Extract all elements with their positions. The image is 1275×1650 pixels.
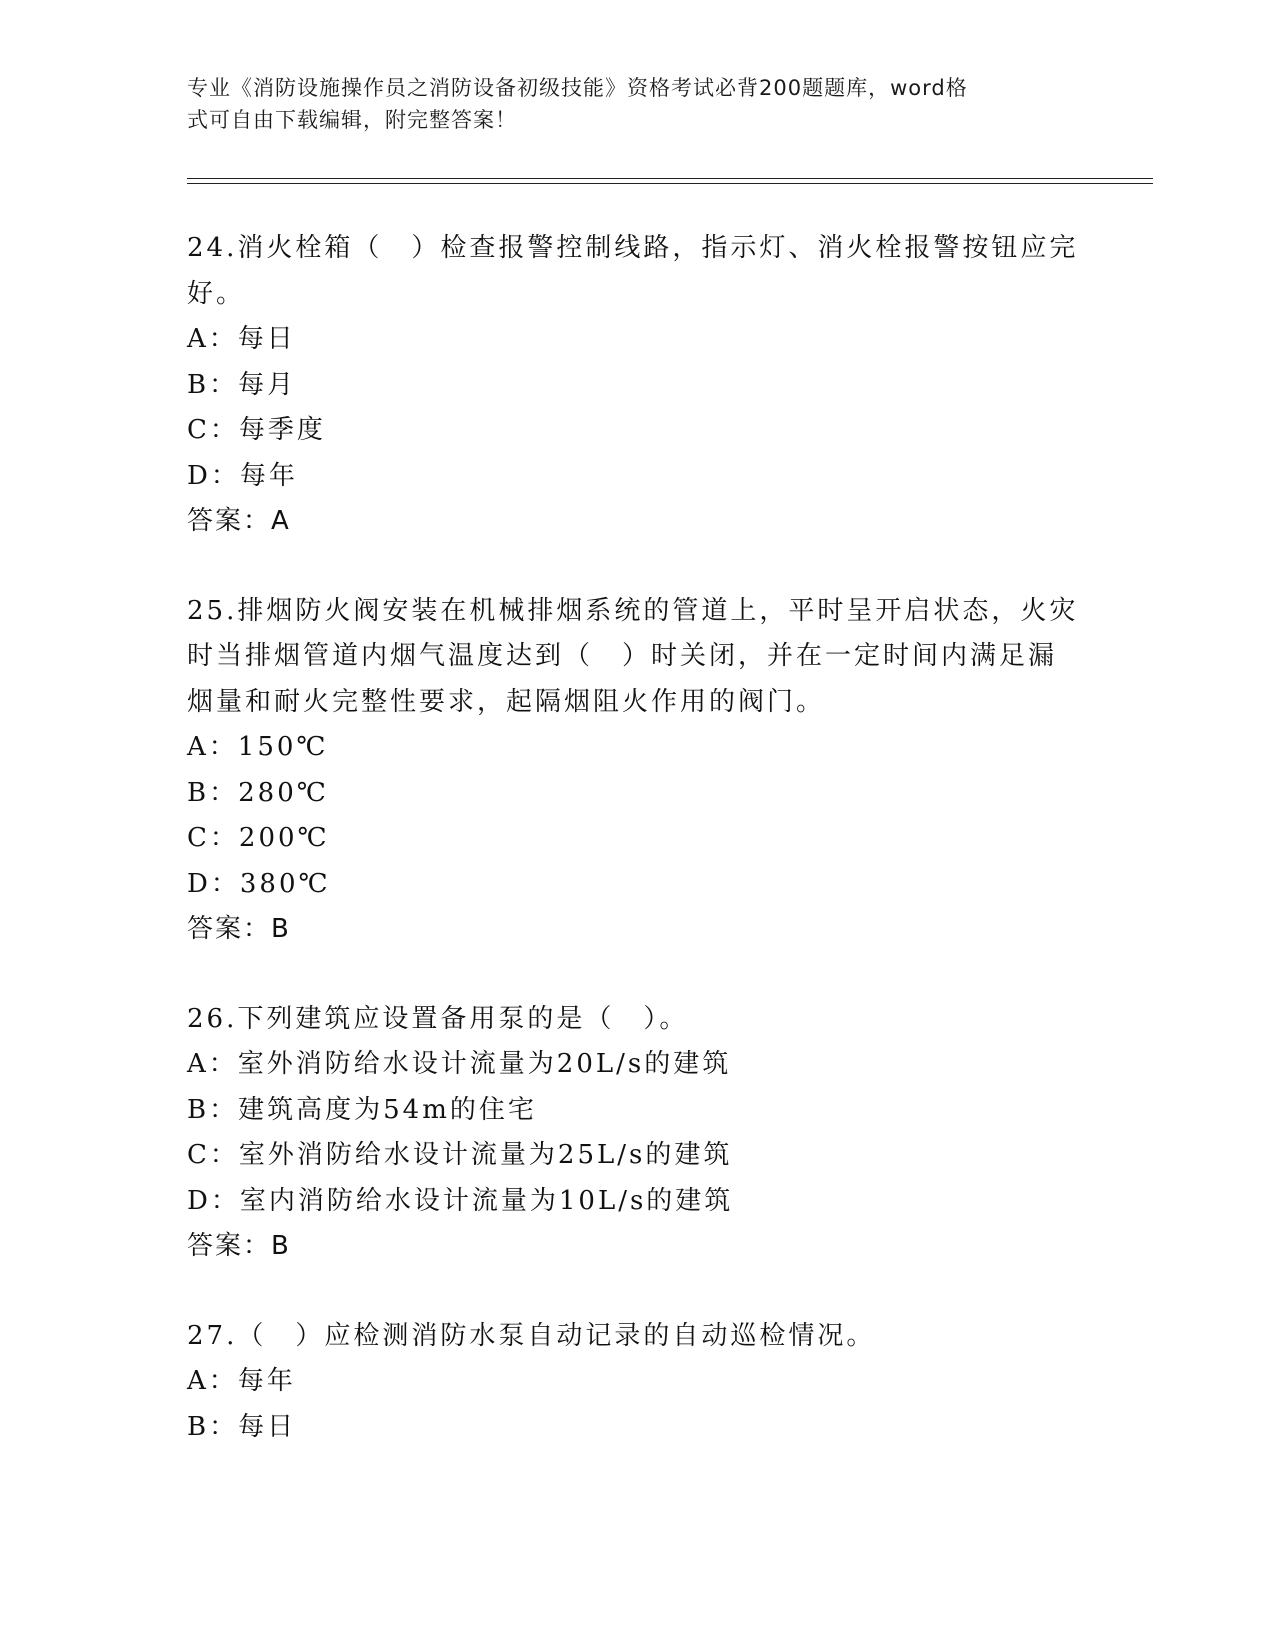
question-text-line: 好。 <box>187 278 246 309</box>
option-text: 建筑高度为54m的住宅 <box>238 1094 537 1125</box>
option-text: 150℃ <box>237 732 329 762</box>
option-text: 每日 <box>238 1411 297 1442</box>
option-row <box>187 771 1087 817</box>
option-text: 室外消防给水设计流量为25L/s的建筑 <box>238 1140 733 1170</box>
option-row <box>187 454 1087 500</box>
option-text: 每月 <box>238 369 297 400</box>
question-text-line: 27.（ ）应检测消防水泵自动记录的自动巡检情况。 <box>187 1320 876 1351</box>
option-text: 280℃ <box>238 777 329 808</box>
option-text: 室外消防给水设计流量为20L/s的建筑 <box>237 1049 732 1079</box>
header-divider-top <box>187 178 1153 179</box>
question-block <box>187 226 1087 545</box>
option-letter: A： <box>187 732 238 762</box>
question-text-line: 25.排烟防火阀安装在机械排烟系统的管道上，平时呈开启状态，火灾 <box>187 595 1079 626</box>
option-row <box>187 408 1087 454</box>
option-letter: C： <box>187 823 239 853</box>
answer-line: 答案：B <box>187 914 291 944</box>
option-letter: A： <box>187 324 238 354</box>
option-row <box>187 317 1087 363</box>
option-letter: B： <box>187 777 239 808</box>
answer-line: 答案：B <box>187 1231 291 1261</box>
option-text: 380℃ <box>239 868 331 899</box>
option-text: 每季度 <box>238 415 326 445</box>
option-row <box>187 1405 1087 1451</box>
option-row <box>187 1088 1087 1134</box>
option-letter: D： <box>187 460 240 491</box>
option-text: 每日 <box>237 324 296 354</box>
option-letter: D： <box>187 868 240 899</box>
option-letter: C： <box>187 1140 239 1170</box>
option-row <box>187 1359 1087 1405</box>
question-text-line: 时当排烟管道内烟气温度达到（ ）时关闭，并在一定时间内满足漏 <box>187 641 1058 671</box>
option-row <box>187 1179 1087 1225</box>
option-row <box>187 816 1087 862</box>
option-row <box>187 862 1087 908</box>
question-text-line: 烟量和耐火完整性要求，起隔烟阻火作用的阀门。 <box>187 686 826 717</box>
option-letter: A： <box>187 1049 238 1079</box>
option-letter: C： <box>187 415 239 445</box>
option-row <box>187 725 1087 771</box>
header-divider-bottom <box>187 183 1153 184</box>
answer-line: 答案：A <box>187 506 291 536</box>
option-letter: D： <box>187 1185 240 1216</box>
option-row <box>187 363 1087 409</box>
option-text: 每年 <box>237 1366 296 1396</box>
question-text-line: 24.消火栓箱（ ）检查报警控制线路，指示灯、消火栓报警按钮应完 <box>187 233 1079 263</box>
question-block <box>187 1314 1087 1451</box>
option-text: 室内消防给水设计流量为10L/s的建筑 <box>239 1185 734 1216</box>
question-block <box>187 997 1087 1270</box>
document-header <box>187 72 1067 136</box>
option-letter: A： <box>187 1366 238 1396</box>
question-text-line: 26.下列建筑应设置备用泵的是（ ）。 <box>187 1003 689 1034</box>
option-letter: B： <box>187 369 239 400</box>
question-block <box>187 589 1087 953</box>
option-letter: B： <box>187 1094 239 1125</box>
question-list <box>187 226 1087 1494</box>
option-row <box>187 1042 1087 1088</box>
option-text: 200℃ <box>238 823 330 853</box>
header-line-2: 式可自由下载编辑，附完整答案！ <box>187 108 517 132</box>
option-row <box>187 1133 1087 1179</box>
option-letter: B： <box>187 1411 239 1442</box>
option-text: 每年 <box>239 460 298 491</box>
header-line-1: 专业《消防设施操作员之消防设备初级技能》资格考试必背200题题库，word格 <box>187 76 968 100</box>
